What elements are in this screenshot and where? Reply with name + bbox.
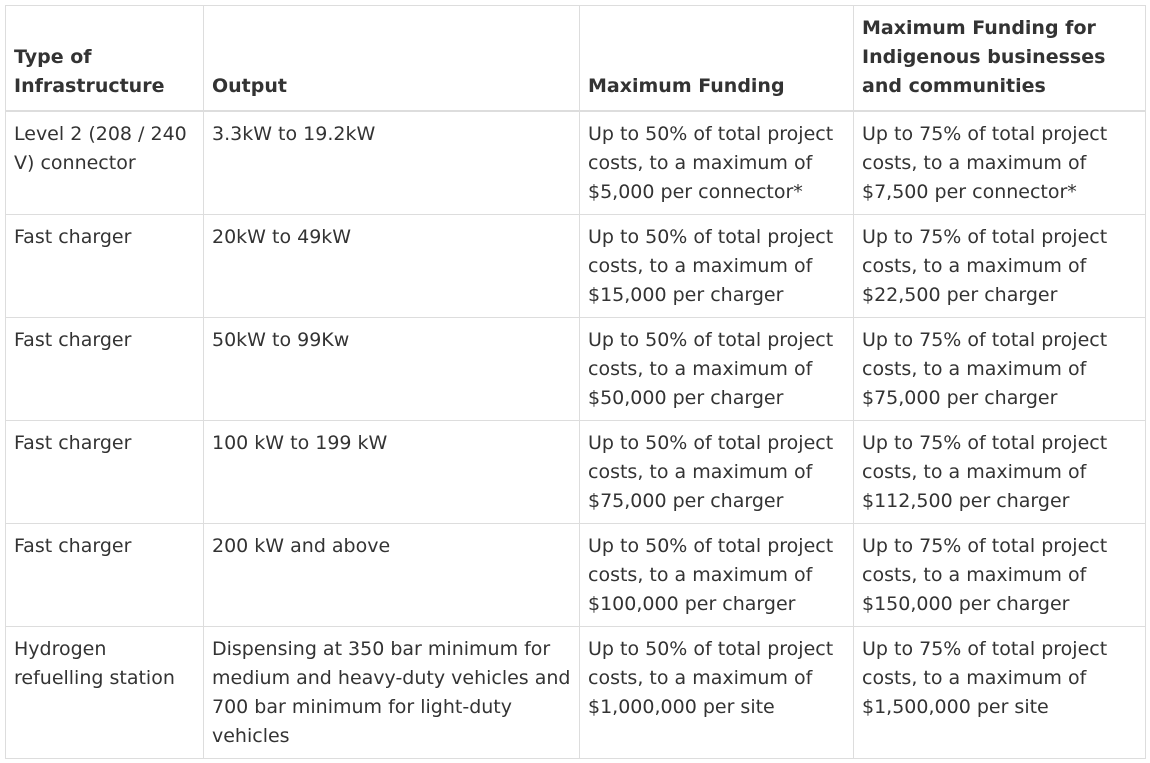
header-row <box>6 6 1146 112</box>
cell-max-funding: Up to 50% of total project costs, to a maximum of $50,000 per charger <box>580 318 854 421</box>
cell-output: 20kW to 49kW <box>204 215 580 318</box>
table-row <box>6 421 1146 524</box>
cell-max-funding-indigenous: Up to 75% of total project costs, to a maximum of $22,500 per charger <box>854 215 1146 318</box>
funding-table <box>5 5 1146 759</box>
cell-max-funding-indigenous: Up to 75% of total project costs, to a maximum of $112,500 per charger <box>854 421 1146 524</box>
cell-output: 50kW to 99Kw <box>204 318 580 421</box>
header-type: Type of Infrastructure <box>6 6 204 112</box>
header-max-funding: Maximum Funding <box>580 6 854 112</box>
cell-output: 200 kW and above <box>204 524 580 627</box>
cell-max-funding: Up to 50% of total project costs, to a maximum of $1,000,000 per site <box>580 627 854 759</box>
cell-max-funding: Up to 50% of total project costs, to a maximum of $75,000 per charger <box>580 421 854 524</box>
cell-type: Fast charger <box>6 318 204 421</box>
table-row <box>6 318 1146 421</box>
cell-max-funding-indigenous: Up to 75% of total project costs, to a maximum of $75,000 per charger <box>854 318 1146 421</box>
cell-type: Fast charger <box>6 421 204 524</box>
cell-type: Hydrogen refuelling station <box>6 627 204 759</box>
table-row <box>6 627 1146 759</box>
table-header <box>6 6 1146 112</box>
cell-type: Fast charger <box>6 524 204 627</box>
cell-max-funding-indigenous: Up to 75% of total project costs, to a maximum of $1,500,000 per site <box>854 627 1146 759</box>
cell-max-funding-indigenous: Up to 75% of total project costs, to a maximum of $7,500 per connector* <box>854 111 1146 215</box>
cell-max-funding-indigenous: Up to 75% of total project costs, to a maximum of $150,000 per charger <box>854 524 1146 627</box>
header-max-funding-indigenous: Maximum Funding for Indigenous businesses and communities <box>854 6 1146 112</box>
cell-max-funding: Up to 50% of total project costs, to a maximum of $5,000 per connector* <box>580 111 854 215</box>
table-body <box>6 111 1146 759</box>
cell-output: Dispensing at 350 bar minimum for medium and heavy-duty vehicles and 700 bar minimum for light-duty vehicles <box>204 627 580 759</box>
cell-type: Fast charger <box>6 215 204 318</box>
table-row <box>6 111 1146 215</box>
cell-max-funding: Up to 50% of total project costs, to a maximum of $15,000 per charger <box>580 215 854 318</box>
header-output: Output <box>204 6 580 112</box>
cell-max-funding: Up to 50% of total project costs, to a maximum of $100,000 per charger <box>580 524 854 627</box>
table-row <box>6 524 1146 627</box>
cell-output: 100 kW to 199 kW <box>204 421 580 524</box>
table-row <box>6 215 1146 318</box>
cell-output: 3.3kW to 19.2kW <box>204 111 580 215</box>
cell-type: Level 2 (208 / 240 V) connector <box>6 111 204 215</box>
